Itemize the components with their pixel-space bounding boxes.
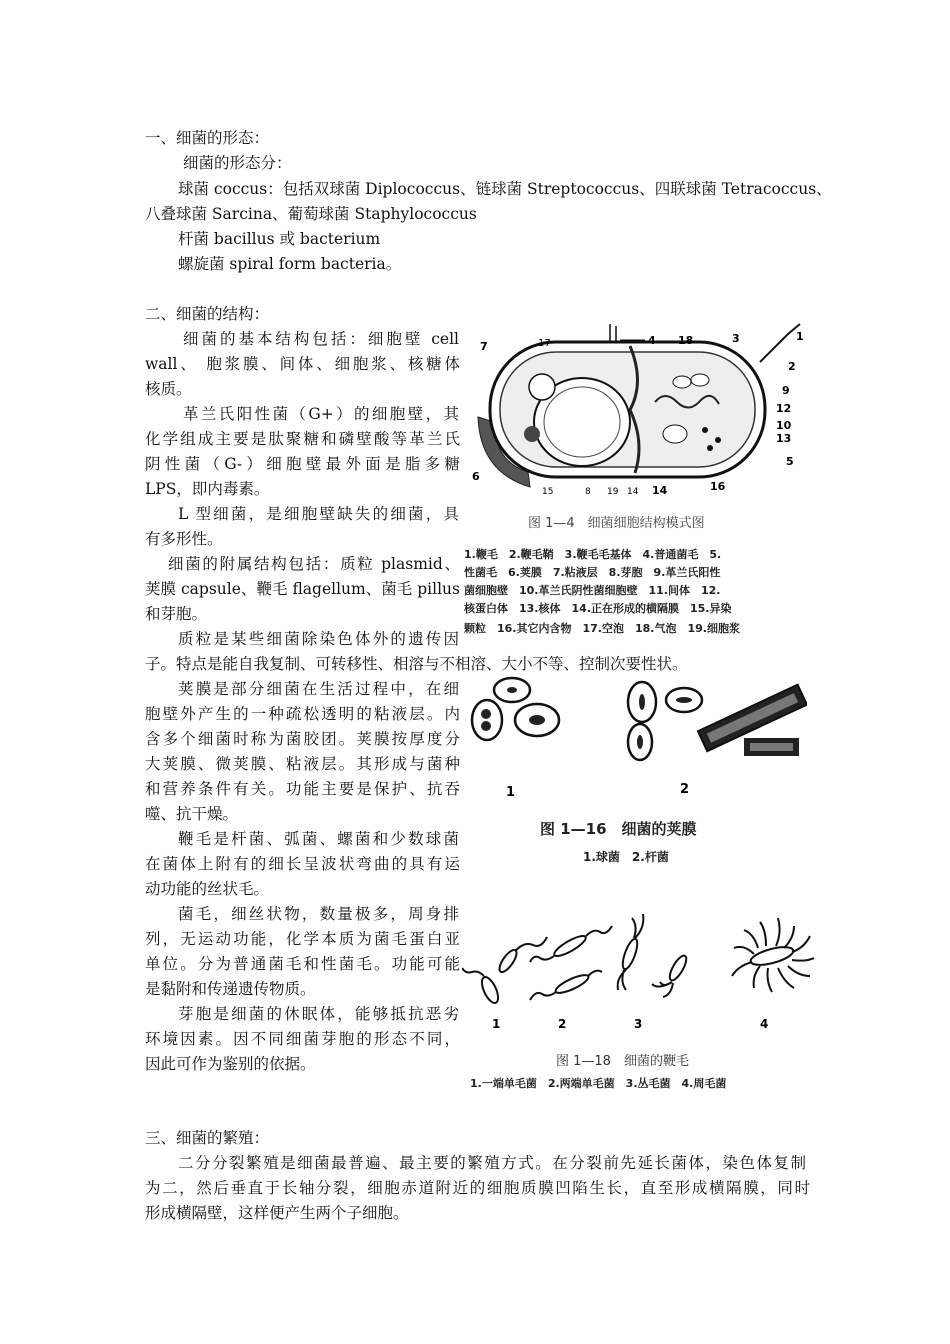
label-19: 19: [607, 487, 619, 497]
lophotrichous-flagella: [618, 970, 626, 990]
monotrichous-flagellum: [462, 968, 484, 976]
capsule-label-2: 2: [680, 782, 690, 797]
inclusion: [702, 427, 708, 433]
p2-line-4: LPS，即内毒素。: [145, 480, 270, 498]
label-4: 4: [648, 334, 656, 347]
amphitrichous-flagellum: [530, 992, 556, 1000]
p5-line-1: 质粒是某些细菌除染色体外的遗传因: [178, 630, 459, 648]
p8-line-2: 列，无运动功能，化学本质为菌毛蛋白亚: [145, 930, 460, 948]
fig1-legend-4: 核蛋白体 13.核体 14.正在形成的横隔膜 15.异染: [464, 602, 732, 615]
p6-line-1: 荚膜是部分细菌在生活过程中，在细: [178, 680, 459, 698]
fig1-legend-5: 颗粒 16.其它内含物 17.空泡 18.气泡 19.细胞浆: [464, 622, 740, 635]
section-1-heading: 一、细菌的形态：: [145, 129, 270, 147]
flagella-diagram: [462, 906, 820, 1036]
s3-line-2: 为二，然后垂直于长轴分裂，细胞赤道附近的细胞质膜凹陷生长，直至形成横隔膜，同时: [145, 1179, 810, 1197]
label-5: 5: [786, 455, 794, 468]
label-3: 3: [732, 332, 740, 345]
flagella-label-2: 2: [558, 1017, 567, 1031]
p9-line-1: 芽胞是细菌的休眠体，能够抵抗恶劣: [178, 1005, 459, 1023]
coccus-line-1: 球菌 coccus：包括双球菌 Diplococcus、链球菌 Streptococcus、四联球菌 Tetracoccus、: [178, 180, 832, 198]
p2-line-3: 阴性菌（G-）细胞壁最外面是脂多糖: [145, 455, 460, 473]
flagellum: [760, 324, 800, 362]
p2-line-1: 革兰氏阳性菌（G+）的细胞壁，其: [183, 405, 459, 423]
label-16: 16: [710, 480, 726, 493]
p5-line-2: 子。特点是能自我复制、可转移性、相溶与不相溶、大小不等、控制次要性状。: [145, 655, 688, 673]
p3-line-2: 有多形性。: [145, 530, 223, 548]
s3-line-3: 形成横隔壁，这样便产生两个子细胞。: [145, 1204, 409, 1222]
section-1-subheading: 细菌的形态分：: [183, 154, 292, 172]
section-2-heading: 二、细菌的结构：: [145, 305, 270, 323]
p9-line-2: 环境因素。因不同细菌芽胞的形态不同，: [145, 1030, 460, 1048]
coccus-cell: [507, 687, 517, 693]
p9-line-3: 因此可作为鉴别的依据。: [145, 1055, 316, 1073]
flagella-label-4: 4: [760, 1017, 769, 1031]
amphitrichous-cell: [552, 933, 588, 960]
p8-line-1: 菌毛，细丝状物，数量极多，周身排: [178, 905, 459, 923]
capsule-label-1: 1: [506, 785, 516, 800]
peritrichous-cell: [749, 944, 795, 969]
p6-line-4: 大荚膜、微荚膜、粘液层。其形成与菌种: [145, 755, 460, 773]
label-9: 9: [782, 384, 790, 397]
bacillus-cell: [637, 735, 643, 749]
p6-line-2: 胞壁外产生的一种疏松透明的粘液层。内: [145, 705, 460, 723]
p7-line-2: 在菌体上附有的细长呈波状弯曲的具有运: [145, 855, 460, 873]
coccus-cell: [481, 721, 491, 731]
gas-vesicle: [691, 374, 709, 386]
fig1-title: 图 1—4 细菌细胞结构模式图: [528, 516, 705, 531]
coccus-line-2: 八叠球菌 Sarcina、葡萄球菌 Staphylococcus: [145, 205, 477, 223]
spiral-line: 螺旋菌 spiral form bacteria。: [178, 255, 402, 273]
p1-line-1: 细菌的基本结构包括：细胞壁 cell: [183, 330, 459, 348]
label-10: 10: [776, 419, 792, 432]
label-6: 6: [472, 470, 480, 483]
label-8: 8: [585, 487, 591, 497]
p4-line-2: 荚膜 capsule、鞭毛 flagellum、菌毛 pillus: [145, 580, 460, 598]
label-14b: 14: [652, 484, 668, 497]
s3-line-1: 二分分裂繁殖是细菌最普遍、最主要的繁殖方式。在分裂前先延长菌体，染色体复制: [178, 1154, 806, 1172]
mesosome: [663, 425, 687, 443]
bacillus-cell: [676, 697, 692, 703]
p3-line-1: L 型细菌，是细胞壁缺失的细菌，具: [178, 505, 459, 523]
label-13: 13: [776, 432, 792, 445]
granule: [524, 426, 540, 442]
lophotrichous-cell: [667, 953, 690, 982]
bacillus-chain-inner: [707, 693, 798, 743]
coccus-cell: [529, 715, 545, 725]
cell-structure-diagram: [470, 322, 810, 502]
inclusion: [707, 445, 713, 451]
p2-line-2: 化学组成主要是肽聚糖和磷壁酸等革兰氏: [145, 430, 460, 448]
coccus-capsule: [472, 700, 502, 740]
amphitrichous-flagellum: [530, 956, 554, 962]
p7-line-3: 动功能的丝状毛。: [145, 880, 270, 898]
inclusion: [715, 437, 721, 443]
fig1-legend-1: 1.鞭毛 2.鞭毛鞘 3.鞭毛毛基体 4.普通菌毛 5.: [464, 548, 722, 561]
monotrichous-flagellum: [515, 937, 547, 951]
p8-line-4: 是黏附和传递遗传物质。: [145, 980, 316, 998]
label-2: 2: [788, 360, 796, 373]
p6-line-5: 和营养条件有关。功能主要是保护、抗吞: [145, 780, 460, 798]
p8-line-3: 单位。分为普通菌毛和性菌毛。功能可能: [145, 955, 460, 973]
gas-vesicle: [673, 376, 691, 388]
p6-line-6: 噬、抗干燥。: [145, 805, 239, 823]
lophotrichous-flagella: [652, 982, 673, 997]
vacuole: [529, 374, 555, 400]
label-14a: 14: [627, 487, 639, 497]
flagella-label-3: 3: [634, 1017, 643, 1031]
fig1-legend-2: 性菌毛 6.荚膜 7.粘液层 8.芽胞 9.革兰氏阳性: [464, 566, 721, 579]
label-15: 15: [542, 487, 554, 497]
label-12: 12: [776, 402, 792, 415]
lophotrichous-flagella: [632, 914, 643, 938]
section-3-heading: 三、细菌的繁殖：: [145, 1129, 270, 1147]
bacillus-cell: [639, 694, 645, 710]
amphitrichous-flagellum: [586, 926, 612, 936]
bacillus-short-inner: [750, 743, 793, 751]
fig2-title: 图 1—16 细菌的荚膜: [540, 820, 697, 838]
lophotrichous-cell: [620, 937, 640, 970]
fig3-title: 图 1—18 细菌的鞭毛: [556, 1054, 689, 1069]
flagella-label-1: 1: [492, 1017, 501, 1031]
fig2-subtitle: 1.球菌 2.杆菌: [583, 850, 669, 864]
p4-line-3: 和芽胞。: [145, 605, 208, 623]
label-17: 17: [538, 338, 551, 349]
p7-line-1: 鞭毛是杆菌、弧菌、螺菌和少数球菌: [178, 830, 459, 848]
fig1-legend-3: 菌细胞壁 10.革兰氏阴性菌细胞壁 11.间体 12.: [464, 584, 721, 597]
p1-line-3: 核质。: [145, 380, 192, 398]
label-7: 7: [480, 340, 488, 353]
monotrichous-cell: [496, 947, 519, 974]
p4-line-1: 细菌的附属结构包括：质粒 plasmid、: [168, 555, 460, 573]
capsule-diagram: [462, 672, 807, 802]
coccus-cell: [481, 709, 491, 719]
bacillus-line: 杆菌 bacillus 或 bacterium: [178, 230, 381, 248]
monotrichous-cell: [479, 975, 502, 1005]
label-1: 1: [796, 330, 804, 343]
amphitrichous-cell: [554, 972, 591, 996]
p6-line-3: 含多个细菌时称为菌胶团。荚膜按厚度分: [145, 730, 460, 748]
amphitrichous-flagellum: [588, 971, 602, 976]
fig3-legend: 1.一端单毛菌 2.两端单毛菌 3.丛毛菌 4.周毛菌: [470, 1077, 727, 1090]
peritrichous-flagella: [732, 918, 814, 992]
p1-line-2: wall、 胞浆膜、间体、细胞浆、核糖体: [145, 355, 460, 373]
label-18: 18: [678, 334, 694, 347]
